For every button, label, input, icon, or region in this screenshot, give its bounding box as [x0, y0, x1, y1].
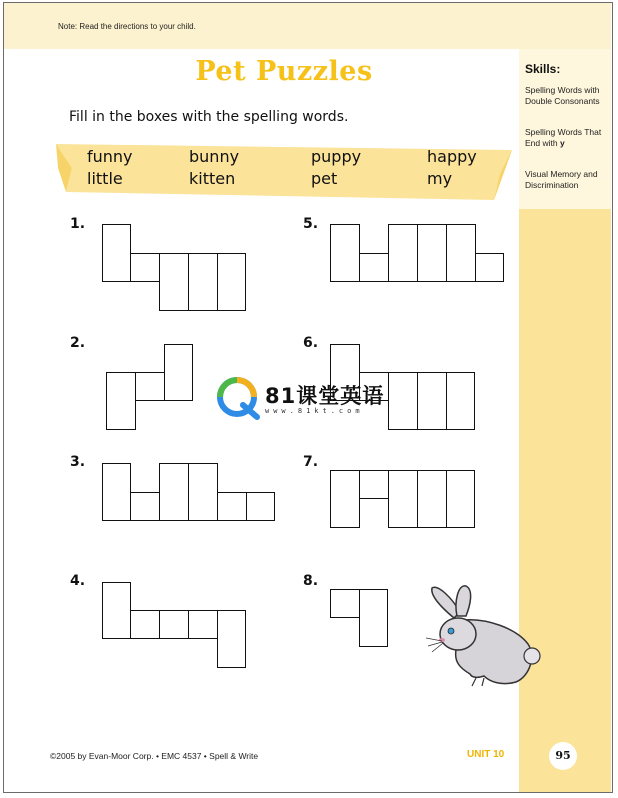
letter-box[interactable] [159, 253, 189, 311]
watermark-brand: 81课堂英语 [265, 384, 385, 408]
word-bunny: bunny [189, 147, 240, 166]
letter-box[interactable] [359, 470, 389, 499]
letter-box[interactable] [159, 610, 189, 639]
puzzle-number: 5. [303, 216, 319, 232]
letter-box[interactable] [417, 224, 447, 282]
letter-box[interactable] [164, 344, 193, 401]
watermark [217, 377, 417, 425]
letter-box[interactable] [135, 372, 165, 401]
letter-box[interactable] [130, 253, 160, 282]
puzzle-number: 4. [70, 573, 86, 589]
letter-box[interactable] [446, 470, 475, 528]
word-funny: funny [87, 147, 133, 166]
word-little: little [87, 169, 123, 188]
word-my: my [427, 169, 453, 188]
skill-item-text: Spelling Words That End with [525, 127, 602, 148]
letter-box[interactable] [246, 492, 275, 521]
letter-box[interactable] [217, 253, 246, 311]
letter-box[interactable] [159, 463, 189, 521]
letter-box[interactable] [359, 253, 389, 282]
letter-box[interactable] [330, 470, 360, 528]
word-happy: happy [427, 147, 477, 166]
watermark-logo-icon [217, 377, 261, 421]
letter-box[interactable] [388, 224, 418, 282]
letter-box[interactable] [217, 492, 247, 521]
page-title: Pet Puzzles [195, 56, 373, 87]
letter-box[interactable] [446, 372, 475, 430]
letter-box[interactable] [359, 589, 388, 647]
rabbit-illustration-icon [424, 578, 544, 690]
skill-item-letter: y [559, 138, 565, 148]
letter-box[interactable] [330, 589, 360, 618]
word-bank [56, 144, 512, 196]
letter-box[interactable] [188, 253, 218, 311]
letter-box[interactable] [475, 253, 504, 282]
letter-box[interactable] [217, 610, 246, 668]
puzzle-number: 7. [303, 454, 319, 470]
letter-box[interactable] [130, 610, 160, 639]
word-puppy: puppy [311, 147, 362, 166]
letter-box[interactable] [188, 463, 218, 521]
sidebar-top-band [519, 3, 611, 49]
letter-box[interactable] [102, 463, 131, 521]
letter-box[interactable] [102, 582, 131, 639]
puzzle-number: 8. [303, 573, 319, 589]
skill-item [525, 127, 611, 149]
parent-note: Note: Read the directions to your child. [58, 22, 196, 31]
puzzle-number: 6. [303, 335, 319, 351]
letter-box[interactable] [106, 372, 136, 430]
puzzle-number: 3. [70, 454, 86, 470]
footer-copyright: ©2005 by Evan-Moor Corp. • EMC 4537 • Spell & Write [50, 751, 259, 761]
puzzle-number: 2. [70, 335, 86, 351]
word-kitten: kitten [189, 169, 236, 188]
unit-label: UNIT 10 [467, 749, 505, 760]
letter-box[interactable] [417, 372, 447, 430]
letter-box[interactable] [188, 610, 218, 639]
letter-box[interactable] [102, 224, 131, 282]
skills-title: Skills: [525, 62, 561, 76]
letter-box[interactable] [330, 224, 360, 282]
watermark-url: www.81kt.com [265, 407, 364, 415]
skill-item: Spelling Words with Double Consonants [525, 85, 600, 106]
instruction: Fill in the boxes with the spelling words. [69, 109, 349, 125]
puzzle-number: 1. [70, 216, 86, 232]
letter-box[interactable] [388, 470, 418, 528]
letter-box[interactable] [417, 470, 447, 528]
letter-box[interactable] [130, 492, 160, 521]
word-pet: pet [311, 169, 338, 188]
page-number: 95 [549, 742, 577, 770]
letter-box[interactable] [446, 224, 476, 282]
skill-item: Visual Memory and Discrimination [525, 169, 598, 190]
